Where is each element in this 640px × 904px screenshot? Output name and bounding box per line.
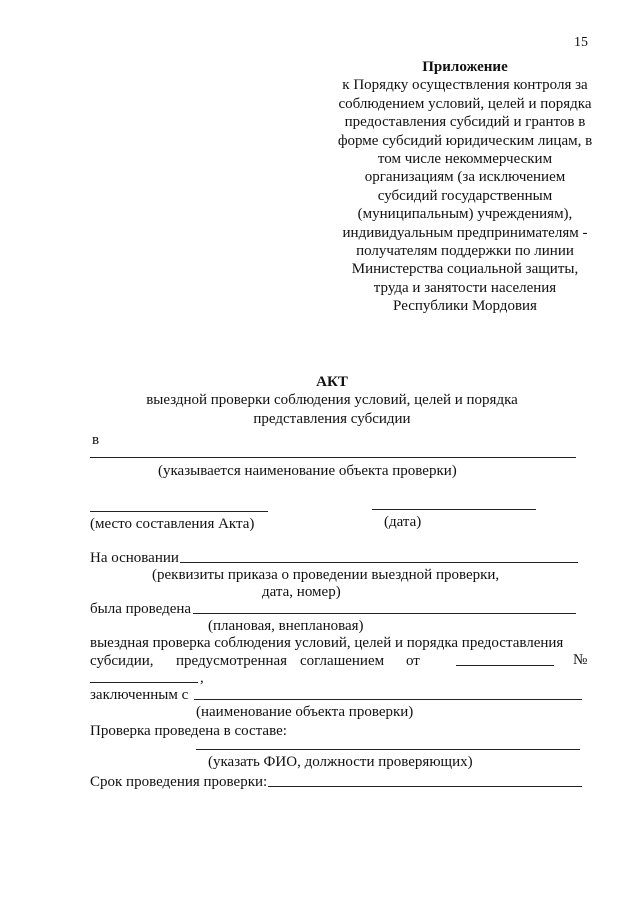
- appendix-line: получателям поддержки по линии: [356, 243, 574, 260]
- appendix-line: организациям (за исключением: [364, 169, 566, 186]
- body-text: выездная проверка соблюдения условий, целей и порядка предоставления: [90, 635, 564, 651]
- basis-caption: дата, номер): [262, 584, 341, 600]
- number-sign: №: [573, 652, 588, 668]
- document-subtitle: представления субсидии: [253, 411, 411, 427]
- composition-label: Проверка проведена в составе:: [90, 723, 287, 739]
- document-subtitle: выездной проверки соблюдения условий, целей и порядка: [146, 392, 518, 408]
- body-word: от: [406, 653, 420, 669]
- basis-caption: (реквизиты приказа о проведении выездной проверки,: [152, 567, 500, 583]
- concluded-label: заключенным с: [90, 687, 189, 703]
- concluded-caption: (наименование объекта проверки): [196, 704, 414, 720]
- place-field-line[interactable]: [90, 511, 268, 512]
- composition-caption: (указать ФИО, должности проверяющих): [208, 754, 473, 770]
- body-word: субсидии,: [90, 653, 154, 669]
- appendix-line: форме субсидий юридическим лицам, в: [337, 132, 593, 149]
- agreement-date-line[interactable]: [456, 665, 554, 666]
- composition-field-line[interactable]: [196, 749, 580, 750]
- appendix-line: труда и занятости населения: [373, 279, 557, 296]
- date-field-line[interactable]: [372, 509, 536, 510]
- object-field-line[interactable]: [90, 457, 576, 458]
- appendix-line: том числе некоммерческим: [377, 151, 553, 168]
- comma: ,: [200, 670, 204, 686]
- appendix-line: предоставления субсидий и грантов в: [344, 114, 586, 131]
- appendix-line: к Порядку осуществления контроля за: [342, 77, 588, 94]
- basis-field-line[interactable]: [180, 562, 578, 563]
- agreement-number-line[interactable]: [90, 682, 198, 683]
- appendix-line: субсидий государственным: [377, 187, 553, 204]
- basis-label: На основании: [90, 550, 179, 566]
- term-field-line[interactable]: [268, 786, 582, 787]
- page-number: 15: [574, 35, 588, 50]
- appendix-block: [320, 58, 610, 316]
- document-title: АКТ: [316, 374, 348, 390]
- appendix-line: Республики Мордовия: [393, 298, 537, 315]
- in-label: в: [92, 432, 100, 448]
- conducted-label: была проведена: [90, 601, 192, 617]
- date-caption: (дата): [384, 514, 422, 530]
- place-caption: (место составления Акта): [90, 516, 255, 532]
- term-label: Срок проведения проверки:: [90, 774, 268, 790]
- body-word: соглашением: [300, 653, 385, 669]
- conducted-caption: (плановая, внеплановая): [208, 618, 364, 634]
- appendix-title: Приложение: [422, 59, 508, 75]
- object-caption: (указывается наименование объекта проверки): [158, 463, 457, 479]
- appendix-line: (муниципальным) учреждениям),: [357, 206, 573, 223]
- appendix-line: соблюдением условий, целей и порядка: [338, 95, 592, 112]
- appendix-line: Министерства социальной защиты,: [351, 261, 579, 278]
- concluded-field-line[interactable]: [194, 699, 582, 700]
- body-word: предусмотренная: [176, 653, 288, 669]
- appendix-line: индивидуальным предпринимателям -: [342, 224, 588, 241]
- conducted-field-line[interactable]: [193, 613, 576, 614]
